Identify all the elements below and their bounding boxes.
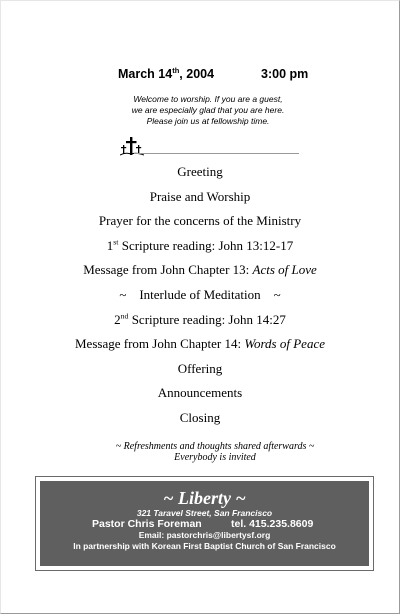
phone-number: tel. 415.235.8609 <box>231 518 314 530</box>
message-1: Message from John Chapter 13: Acts of Love <box>83 262 317 278</box>
service-time: 3:00 pm <box>261 67 309 81</box>
cross-divider <box>112 136 302 158</box>
footnote-line: Everybody is invited <box>174 452 256 463</box>
message-1-title: Acts of Love <box>252 262 317 278</box>
email-address: Email: pastorchris@libertysf.org <box>138 530 271 540</box>
interlude-item: ~ Interlude of Meditation ~ <box>119 286 281 302</box>
church-info-box <box>35 476 374 571</box>
praise-item: Praise and Worship <box>149 188 251 204</box>
footnote-line: ~ Refreshments and thoughts shared afterwards ~ <box>115 441 315 452</box>
church-address: 321 Taravel Street, San Francisco <box>136 508 273 518</box>
crosses-icon <box>120 136 144 161</box>
welcome-line: Please join us at fellowship time. <box>146 116 270 126</box>
welcome-message <box>100 94 316 127</box>
church-info-panel <box>39 480 370 567</box>
closing-item: Closing <box>179 409 221 425</box>
offering-item: Offering <box>177 360 223 376</box>
church-name: ~ Liberty ~ <box>163 488 246 508</box>
scripture-reading-1: 1st Scripture reading: John 13:12-17 <box>106 237 294 253</box>
welcome-line: we are especially glad that you are here. <box>131 105 285 115</box>
pastor-name: Pastor Chris Foreman <box>92 518 202 530</box>
scripture-reading-2: 2nd Scripture reading: John 14:27 <box>114 311 286 327</box>
message-2: Message from John Chapter 14: Words of Peace <box>75 336 325 352</box>
refreshments-note <box>0 441 400 463</box>
greeting-item: Greeting <box>177 164 223 179</box>
order-of-service <box>0 164 400 435</box>
service-date: March 14th, 2004 <box>118 65 215 81</box>
partnership-note: In partnership with Korean First Baptist Church of San Francisco <box>73 541 336 551</box>
pastor-contact <box>40 518 369 530</box>
welcome-line: Welcome to worship. If you are a guest, <box>133 94 283 104</box>
announcements-item: Announcements <box>157 385 243 401</box>
prayer-item: Prayer for the concerns of the Ministry <box>98 213 302 229</box>
divider-line <box>134 153 299 154</box>
message-2-title: Words of Peace <box>244 336 325 352</box>
